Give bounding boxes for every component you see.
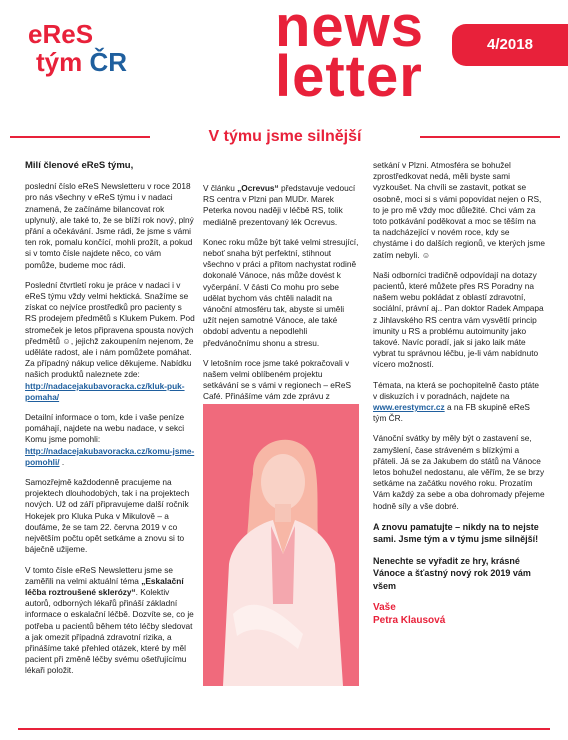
column-3	[373, 160, 545, 636]
logo-line-2: tým ČR	[36, 47, 128, 77]
headline-text: V týmu jsme silnější	[208, 128, 362, 145]
newsletter-title	[275, 0, 425, 109]
closing-message-1: A znovu pamatujte – nikdy na to nejste sami. Jsme tým a v týmu jsme silnější!	[373, 521, 539, 545]
col2-paragraph-2: Konec roku může být také velmi stresující, neboť snaha být perfektní, stihnout všechno v práci a přitom nachystat rodině dokonalé Vánoce, nás může dovést k vyčerpání. V části Co mohu pro sebe udělat bychom vás chtěli naladit na vánoční atmosféru tak, abyste si uměli užít nejen samotné Vánoce, ale také období adventu a nepodlehli předvánočnímu shonu a stresu.	[203, 236, 359, 348]
col1-paragraph-4: Samozřejmě každodenně pracujeme na projektech dlouhodobých, tak i na projektech nových. Už od září připravujeme další ročník Hokejek pro Kluka Puka v Mikulově – a doufáme, že se tam 22. června 2019 v co největším počtu opět setkáme a znovu si to báječně užijeme.	[25, 477, 190, 555]
logo-line-1: eReS	[28, 19, 94, 49]
headline-rule-right	[420, 136, 560, 138]
komu-jsme-pomohli-link[interactable]: http://nadacejakubavoracka.cz/komu-jsme-pomohli/	[25, 445, 195, 467]
title-line-1: news	[275, 0, 425, 59]
closing-message-2: Nenechte se vyřadit ze hry, krásné Vánoce a šťastný nový rok 2019 vám všem	[373, 555, 531, 591]
col3-paragraph-4: Vánoční svátky by měly být o zastavení se, zamyšlení, čase stráveném s blízkými a přáteli. Já se za Jakubem do států na Vánoce letos bohužel nedostanu, ale věřím, že se brzy setkáme na začátku nového roku. Prozatím Vám každý za sebe a oba dohromady přejeme hodně síly a vše dobré.	[373, 433, 545, 511]
erestymcr-link[interactable]: www.erestymcr.cz	[373, 402, 445, 413]
col1-paragraph-5: V tomto čísle eReS Newsletteru jsme se zaměřili na velmi aktuální téma „Eskalační léčba roztroušené sklerózy“. Kolektiv autorů, odborných lékařů přináší základní informace o eskalační léčbě. Dozvíte se, co je potřeba u pacientů během této léčby sledovat a jak omezit případná zdravotní rizika, a přinášíme také přehled otázek, které by měl pacient při změně léčby svému ošetřujícímu lékaři položit.	[25, 564, 194, 676]
portrait-photo	[203, 404, 359, 686]
portrait-illustration	[203, 404, 359, 686]
column-1	[25, 160, 195, 686]
col2-paragraph-3: V letošním roce jsme také pokračovali v našem velmi oblíbeném projektu setkávání se s vámi v regionech – eReS Café. Přinášíme vám zde zprávu z	[203, 357, 352, 402]
footer-rule	[18, 728, 550, 730]
col3-paragraph-2: Naši odborníci tradičně odpovídají na dotazy pacientů, které můžete přes RS Poradny na našem webu pokládat z oblastí zdravotní, sociální, právní aj.. Pan doktor Radek Ampapa z Jihlavského RS centra vám vysvětlí princip imunity u RS a problému autoimunity jako takové. Navíc poradí, jak si jako laik máte vybrat tu správnou léčbu, je-li vám nabídnuto vícero možností.	[373, 269, 544, 370]
kluk-puk-link[interactable]: http://nadacejakubavoracka.cz/kluk-puk-pomaha/	[25, 380, 185, 402]
signature: Vaše Petra Klausová	[373, 602, 446, 627]
logo	[28, 20, 127, 76]
issue-badge: 4/2018	[452, 24, 568, 66]
column-2	[203, 183, 359, 423]
headline	[0, 126, 568, 148]
headline-rule-left	[10, 136, 150, 138]
title-line-2: letter	[275, 44, 423, 109]
col1-paragraph-1: poslední číslo eReS Newsletteru v roce 2018 pro nás všechny v eReS týmu i v nadaci znamená, že začínáme bilancovat rok uplynulý, ale také to, že se blíží rok nový, plný přání a očekávání. Jsme rádi, že jsme s vámi ten rok, pomalu končící, mohli prožít, a pokud si v tomto čísle najdete něco, co vám pomůže, budeme moc rádi.	[25, 181, 194, 270]
col1-paragraph-3: Detailní informace o tom, kde i vaše peníze pomáhají, najdete na webu nadace, v sekci Komu jsme pomohli: http://nadacejakubavoracka.cz/komu-jsme-pomohli/ .	[25, 412, 195, 467]
col1-paragraph-2: Poslední čtvrtletí roku je práce v nadaci i v eReS týmu vždy velmi hektická. Snažíme se získat co nejvíce prostředků pro pacienty s RS prodejem předmětů s Klukem Pukem. Pod stromeček je letos připravena spousta nových předmětů ☺, jejichž zakoupením nejenom, že uděláte radost, ale i nám pomůžete pomáhat. Za případný nákup velice děkujeme. Nabídku našich produktů naleznete zde: http://nadacejakubavoracka.cz/kluk-puk-pomaha/	[25, 279, 195, 402]
col2-paragraph-1: V článku „Ocrevus“ představuje vedoucí RS centra v Plzni pan MUDr. Marek Peterka novou naději v léčbě RS, tolik mediálně prezentovaný lék Ocrevus.	[203, 183, 356, 227]
col3-paragraph-1: setkání v Plzni. Atmosféra se bohužel zprostředkovat nedá, měli byste sami vyzkoušet. Na chvíli se zastavit, potkat se osobně, moci si s vámi popovídat nejen o RS, to je pro mě vždy moc důležité. Chci vám za toto potkávání poděkovat a moc se těším na ta nadcházející v novém roce, kdy se chystáme i do dalších regionů, ve kterých jsme zatím nebyli. ☺	[373, 160, 546, 260]
greeting: Milí členové eReS týmu,	[25, 160, 134, 171]
col3-paragraph-3: Témata, na která se pochopitelně často ptáte v diskuzích i v poradnách, najdete na www.erestymcr.cz a na FB skupině eReS tým ČR.	[373, 379, 540, 424]
